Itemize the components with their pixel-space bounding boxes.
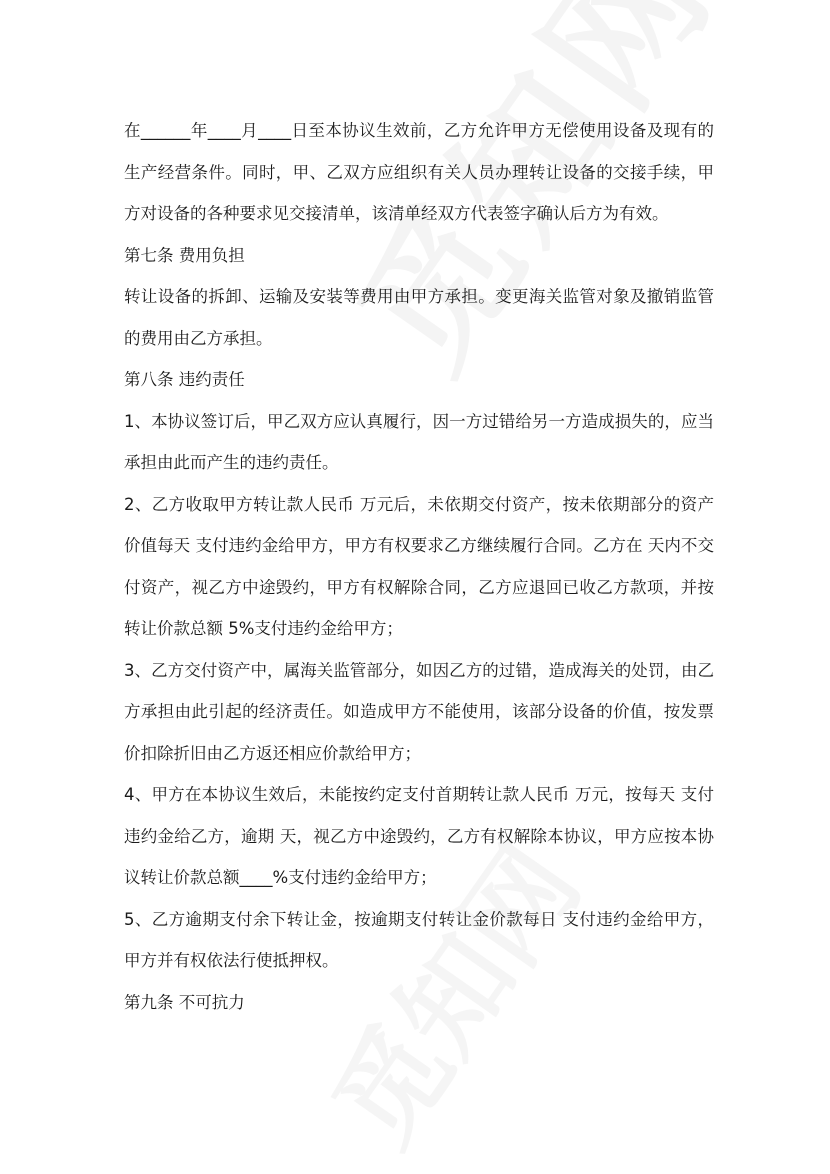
paragraph: 4、甲方在本协议生效后，未能按约定支付首期转让款人民币 万元，按每天 支付违约金给乙方，逾期 天，视乙方中途毁约，乙方有权解除本协议，甲方应按本协议转让价款总额____%支付违约金给甲方； <box>124 785 714 887</box>
paragraph: 5、乙方逾期支付余下转让金，按逾期支付转让金价款每日 支付违约金给甲方，甲方并有权依法行使抵押权。 <box>124 909 714 970</box>
document-body <box>124 110 714 1023</box>
section-heading: 第九条 不可抗力 <box>124 992 245 1012</box>
paragraph: 3、乙方交付资产中，属海关监管部分，如因乙方的过错，造成海关的处罚，由乙方承担由此引起的经济责任。如造成甲方不能使用，该部分设备的价值，按发票价扣除折旧由乙方返还相应价款给甲方； <box>124 660 714 763</box>
section-heading: 第八条 违约责任 <box>124 370 245 389</box>
paragraph: 转让设备的拆卸、运输及安装等费用由甲方承担。变更海关监管对象及撤销监管的费用由乙方承担。 <box>124 287 714 348</box>
section-heading: 第七条 费用负担 <box>124 245 245 265</box>
paragraph: 1、本协议签订后，甲乙双方应认真履行，因一方过错给另一方造成损失的，应当承担由此而产生的违约责任。 <box>124 411 714 472</box>
paragraph: 在______年____月____日至本协议生效前，乙方允许甲方无偿使用设备及现有的生产经营条件。同时，甲、乙双方应组织有关人员办理转让设备的交接手续，甲方对设备的各种要求见交接清单，该清单经双方代表签字确认后方为有效。 <box>124 121 714 223</box>
paragraph: 2、乙方收取甲方转让款人民币 万元后，未依期交付资产，按未依期部分的资产价值每天 支付违约金给甲方，甲方有权要求乙方继续履行合同。乙方在 天内不交付资产，视乙方中途毁约，甲方有权解除合同，乙方应退回已收乙方款项，并按转让价款总额 5%支付违约金给甲方； <box>124 494 714 638</box>
